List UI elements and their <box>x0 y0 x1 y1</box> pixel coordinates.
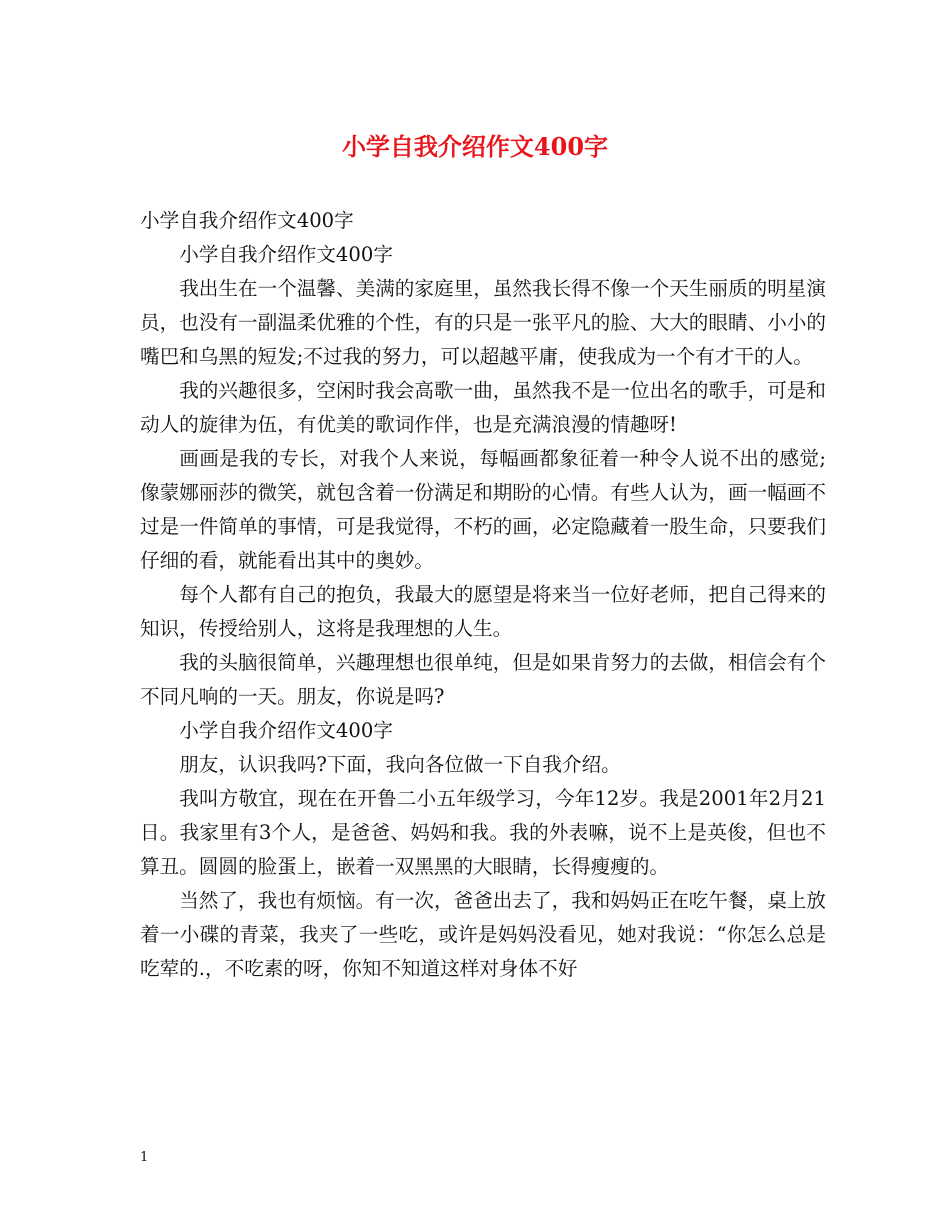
paragraph-subheading: 小学自我介绍作文400字 <box>179 243 393 266</box>
paragraph: 我的头脑很简单，兴趣理想也很单纯，但是如果肯努力的去做，相信会有个不同凡响的一天。朋友，你说是吗? <box>140 651 826 708</box>
paragraph: 朋友，认识我吗?下面，我向各位做一下自我介绍。 <box>179 753 621 776</box>
paragraph: 画画是我的专长，对我个人来说，每幅画都象征着一种令人说不出的感觉;像蒙娜丽莎的微笑，就包含着一份满足和期盼的心情。有些人认为，画一幅画不过是一件简单的事情，可是我觉得，不朽的画，必定隐藏着一股生命，只要我们仔细的看，就能看出其中的奥妙。 <box>140 447 826 572</box>
paragraph-heading: 小学自我介绍作文400字 <box>140 209 354 232</box>
page-number: 1 <box>140 1150 149 1165</box>
paragraph: 当然了，我也有烦恼。有一次，爸爸出去了，我和妈妈正在吃午餐，桌上放着一小碟的青菜，我夹了一些吃，或许是妈妈没看见，她对我说：“你怎么总是吃荤的.，不吃素的呀，你知不知道这样对身体不好 <box>140 889 826 980</box>
paragraph: 我出生在一个温馨、美满的家庭里，虽然我长得不像一个天生丽质的明星演员，也没有一副温柔优雅的个性，有的只是一张平凡的脸、大大的眼睛、小小的嘴巴和乌黑的短发;不过我的努力，可以超越平庸，使我成为一个有才干的人。 <box>140 277 826 368</box>
paragraph: 我的兴趣很多，空闲时我会高歌一曲，虽然我不是一位出名的歌手，可是和动人的旋律为伍，有优美的歌词作伴，也是充满浪漫的情趣呀! <box>140 379 826 436</box>
paragraph: 我叫方敬宜，现在在开鲁二小五年级学习，今年12岁。我是2001年2月21日。我家里有3个人，是爸爸、妈妈和我。我的外表嘛，说不上是英俊，但也不算丑。圆圆的脸蛋上，嵌着一双黑黑的大眼睛，长得瘦瘦的。 <box>140 787 826 878</box>
paragraph: 每个人都有自己的抱负，我最大的愿望是将来当一位好老师，把自己得来的知识，传授给别人，这将是我理想的人生。 <box>140 583 826 640</box>
document-body <box>140 204 826 986</box>
document-title: 小学自我介绍作文400字 <box>341 132 609 161</box>
paragraph-subheading: 小学自我介绍作文400字 <box>179 719 393 742</box>
